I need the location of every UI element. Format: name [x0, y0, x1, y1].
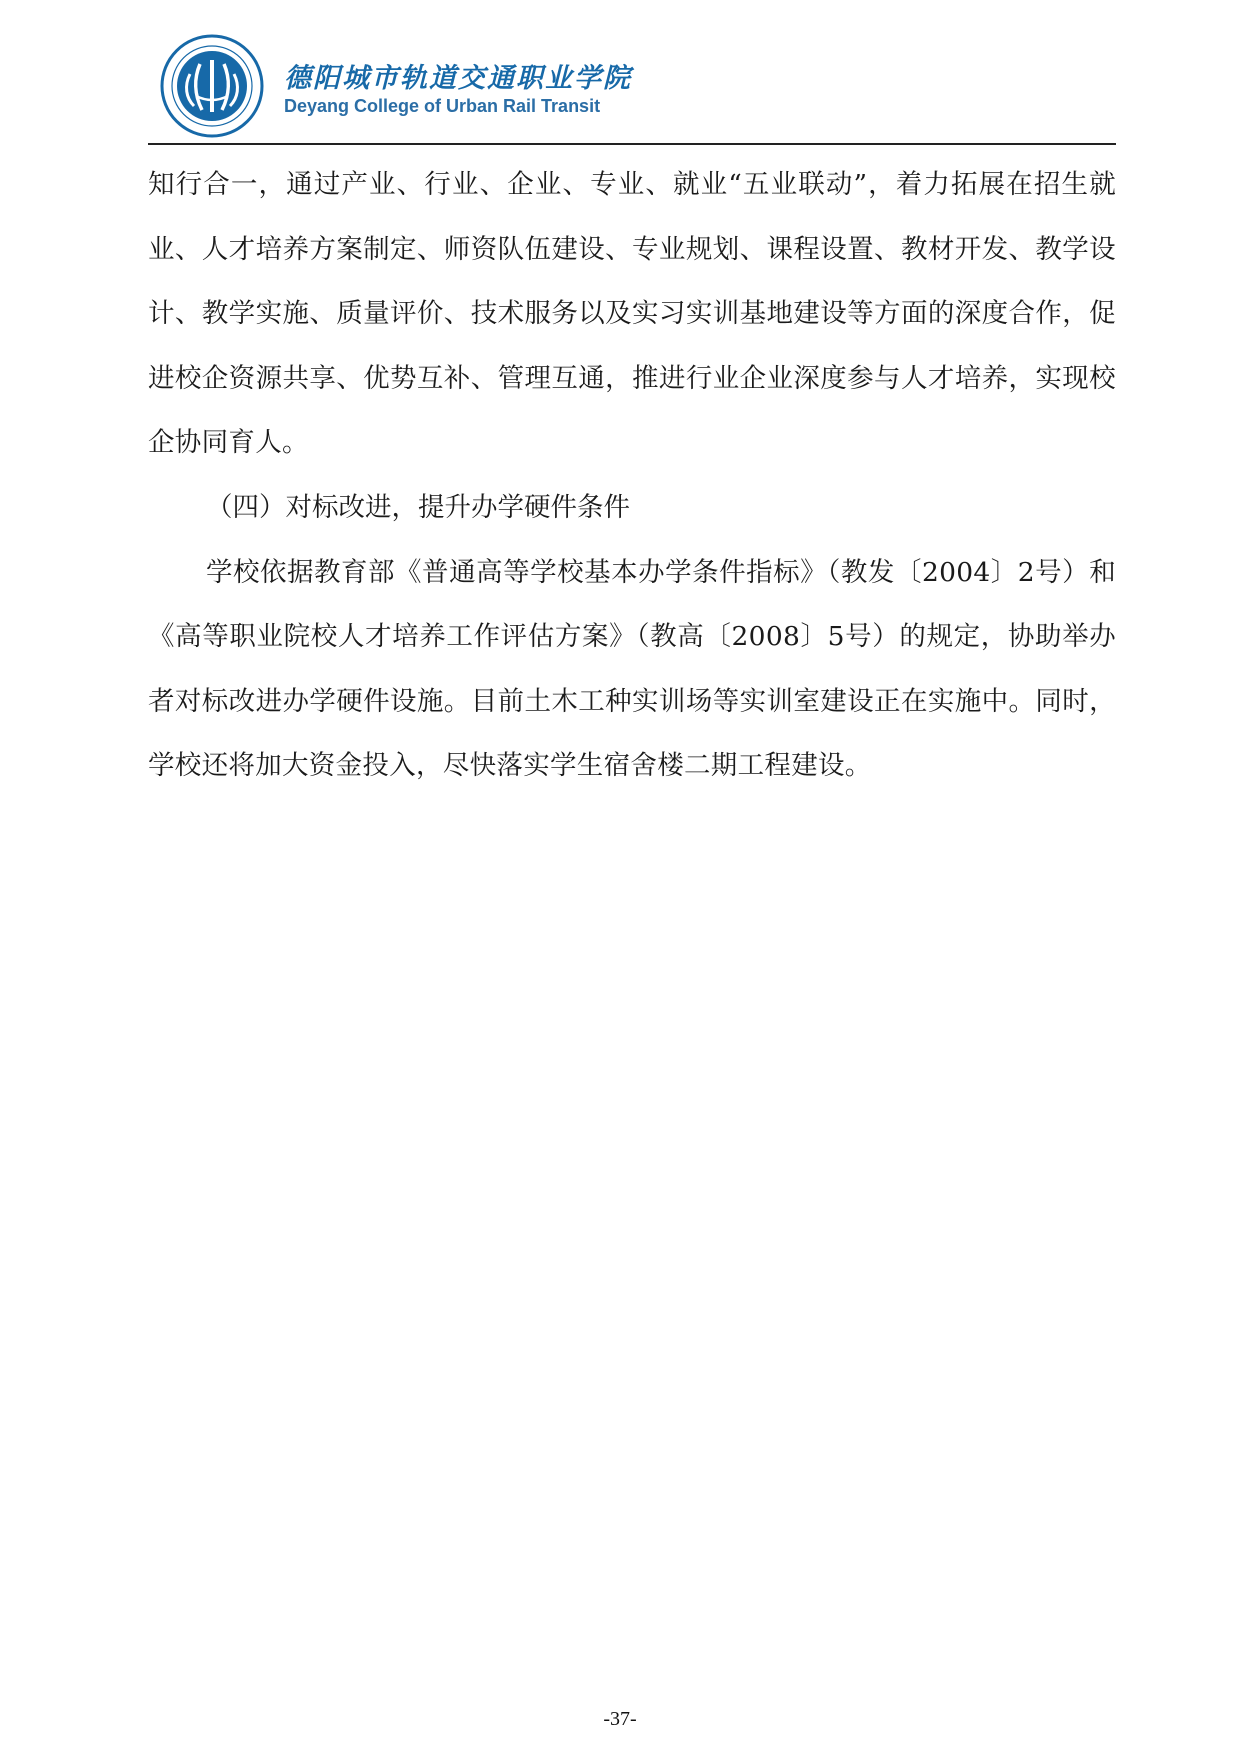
college-name-english: Deyang College of Urban Rail Transit [284, 96, 601, 116]
college-emblem-icon [160, 34, 264, 138]
page-header [160, 30, 1120, 142]
section-heading: （四）对标改进，提升办学硬件条件 [206, 491, 630, 523]
page-number: -37- [603, 1708, 637, 1730]
header-divider [148, 143, 1116, 145]
body-paragraph-1: 知行合一，通过产业、行业、企业、专业、就业“五业联动”，着力拓展在招生就业、人才培养方案制定、师资队伍建设、专业规划、课程设置、教材开发、教学设计、教学实施、质量评价、技术服务以及实习实训基地建设等方面的深度合作，促进校企资源共享、优势互补、管理互通，推进行业企业深度参与人才培养，实现校企协同育人。 [148, 169, 1116, 459]
body-paragraph-2: 学校依据教育部《普通高等学校基本办学条件指标》（教发〔2004〕2号）和《高等职业院校人才培养工作评估方案》（教高〔2008〕5号）的规定，协助举办者对标改进办学硬件设施。目前土木工种实训场等实训室建设正在实施中。同时，学校还将加大资金投入，尽快落实学生宿舍楼二期工程建设。 [148, 556, 1116, 782]
college-name-chinese: 德阳城市轨道交通职业学院 [284, 63, 632, 94]
document-body [148, 153, 1116, 799]
